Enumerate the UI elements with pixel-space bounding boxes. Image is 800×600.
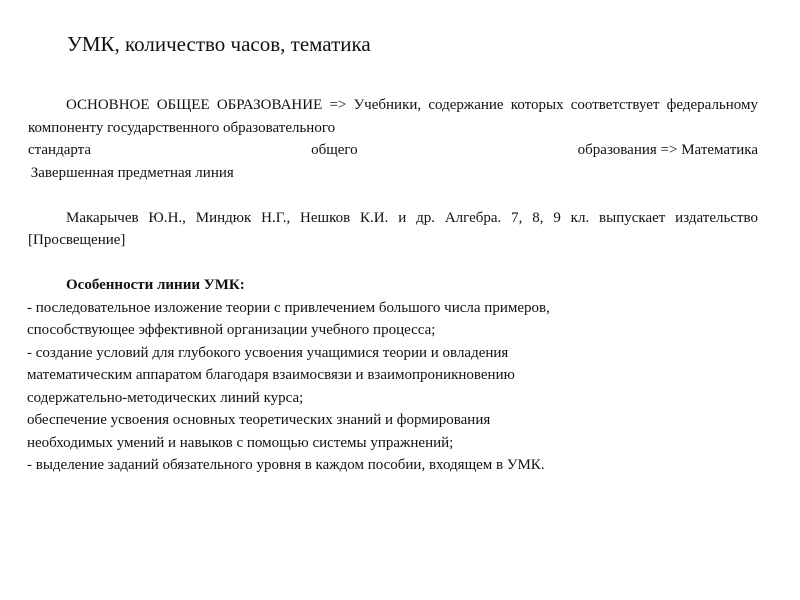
general-word: общего <box>311 142 358 158</box>
feature-line: - выделение заданий обязательного уровня в каждом пособии, входящем в УМК. <box>27 457 545 473</box>
feature-line: содержательно-методических линий курса; <box>27 389 304 406</box>
document-body <box>28 94 758 477</box>
education-standard-line <box>28 139 758 162</box>
feature-line: способствующее эффективной организации учебного процесса; <box>27 322 436 338</box>
authors-paragraph: Макарычев Ю.Н., Миндюк Н.Г., Нешков К.И. и др. Алгебра. 7, 8, 9 кл. выпускает издательство [Просвещение] <box>28 209 758 248</box>
features-heading: Особенности линии УМК: <box>66 277 245 293</box>
feature-line: математическим аппаратом благодаря взаимосвязи и взаимопроникновению <box>27 367 515 383</box>
spacer <box>28 252 758 275</box>
education-math-word: образования => Математика <box>577 142 758 158</box>
feature-line: обеспечение усвоения основных теоретических знаний и формирования <box>27 412 491 428</box>
subject-line-note: Завершенная предметная линия <box>27 164 234 181</box>
education-level-paragraph: ОСНОВНОЕ ОБЩЕЕ ОБРАЗОВАНИЕ => Учебники, содержание которых соответствует федеральному компоненту государственного образовательного <box>28 97 758 136</box>
feature-line: - создание условий для глубокого усвоения учащимися теории и овладения <box>27 344 509 361</box>
feature-line: необходимых умений и навыков с помощью системы упражнений; <box>27 434 454 451</box>
feature-line: - последовательное изложение теории с привлечением большого числа примеров, <box>27 299 550 316</box>
standard-word: стандарта <box>28 142 92 158</box>
page-title: УМК, количество часов, тематика <box>67 32 371 56</box>
spacer <box>28 184 758 207</box>
